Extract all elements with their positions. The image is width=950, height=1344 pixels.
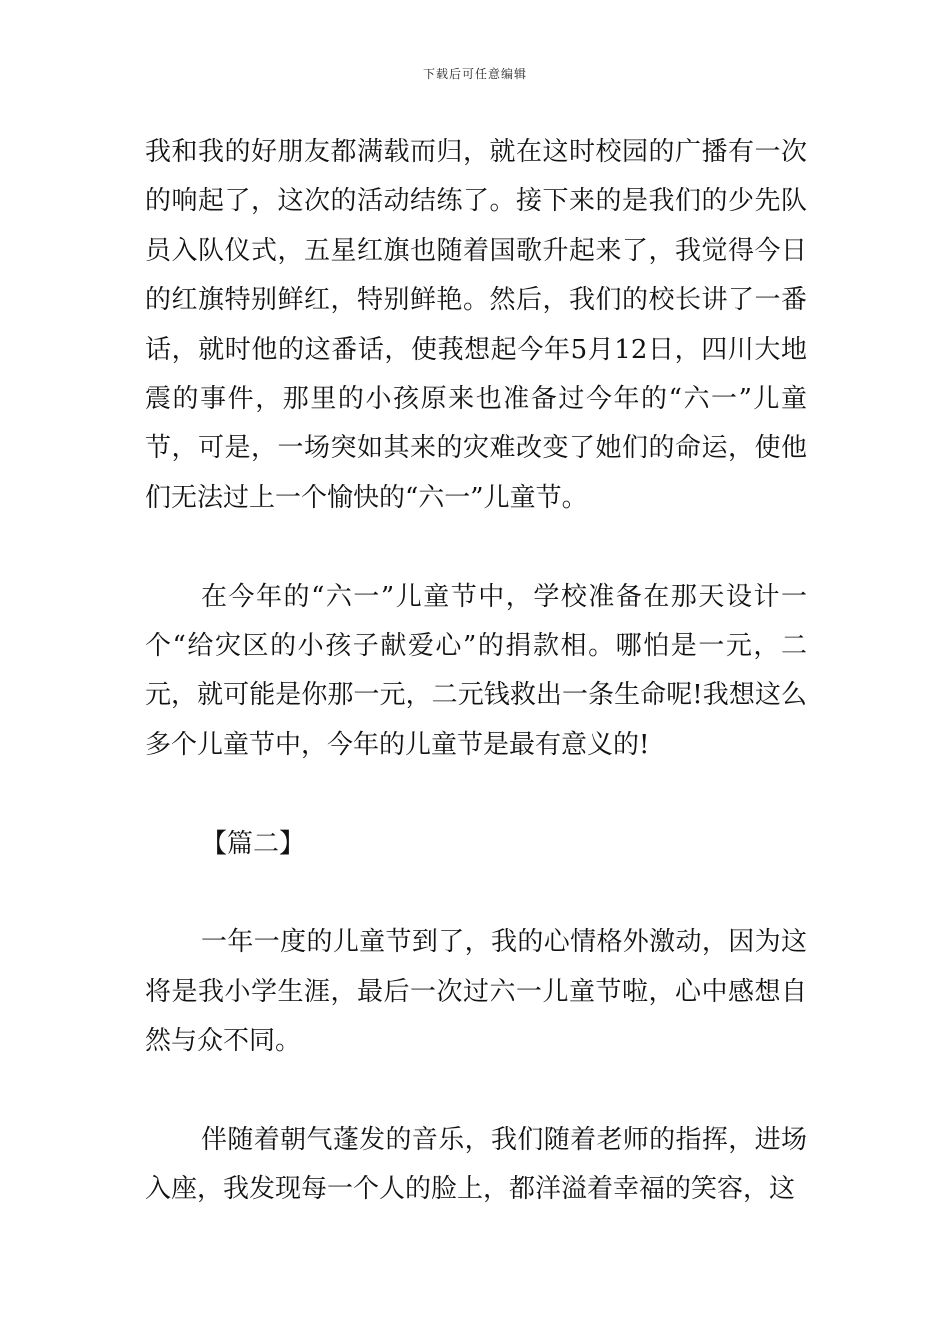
page-header: 下载后可任意编辑 [422, 67, 527, 81]
document-body [145, 128, 807, 1215]
paragraph-gap [145, 523, 807, 572]
section-heading: 【篇二】 [201, 828, 306, 859]
paragraph-gap [145, 770, 807, 819]
paragraph-gap [145, 1067, 807, 1116]
paragraph-4: 伴随着朝气蓬发的音乐，我们随着老师的指挥，进场入座，我发现每一个人的脸上，都洋溢着幸福的笑容，这 [145, 1125, 807, 1205]
paragraph-3: 一年一度的儿童节到了，我的心情格外激动，因为这将是我小学生涯，最后一次过六一儿童节啦，心中感想自然与众不同。 [145, 927, 807, 1057]
paragraph-2: 在今年的“六一”儿童节中，学校准备在那天设计一个“给灾区的小孩子献爱心”的捐款相。哪怕是一元，二元，就可能是你那一元，二元钱救出一条生命呢!我想这么多个儿童节中，今年的儿童节是最有意义的! [145, 581, 807, 760]
paragraph-gap [145, 869, 807, 918]
paragraph-1: 我和我的好朋友都满载而归，就在这时校园的广播有一次的响起了，这次的活动结练了。接下来的是我们的少先队员入队仪式，五星红旗也随着国歌升起来了，我觉得今日的红旗特别鲜红，特别鲜艳。然后，我们的校长讲了一番话，就时他的这番话，使莪想起今年5月12日，四川大地震的事件，那里的小孩原来也准备过今年的“六一”儿童节，可是，一场突如其来的灾难改变了她们的命运，使他们无法过上一个愉快的“六一”儿童节。 [145, 137, 807, 513]
